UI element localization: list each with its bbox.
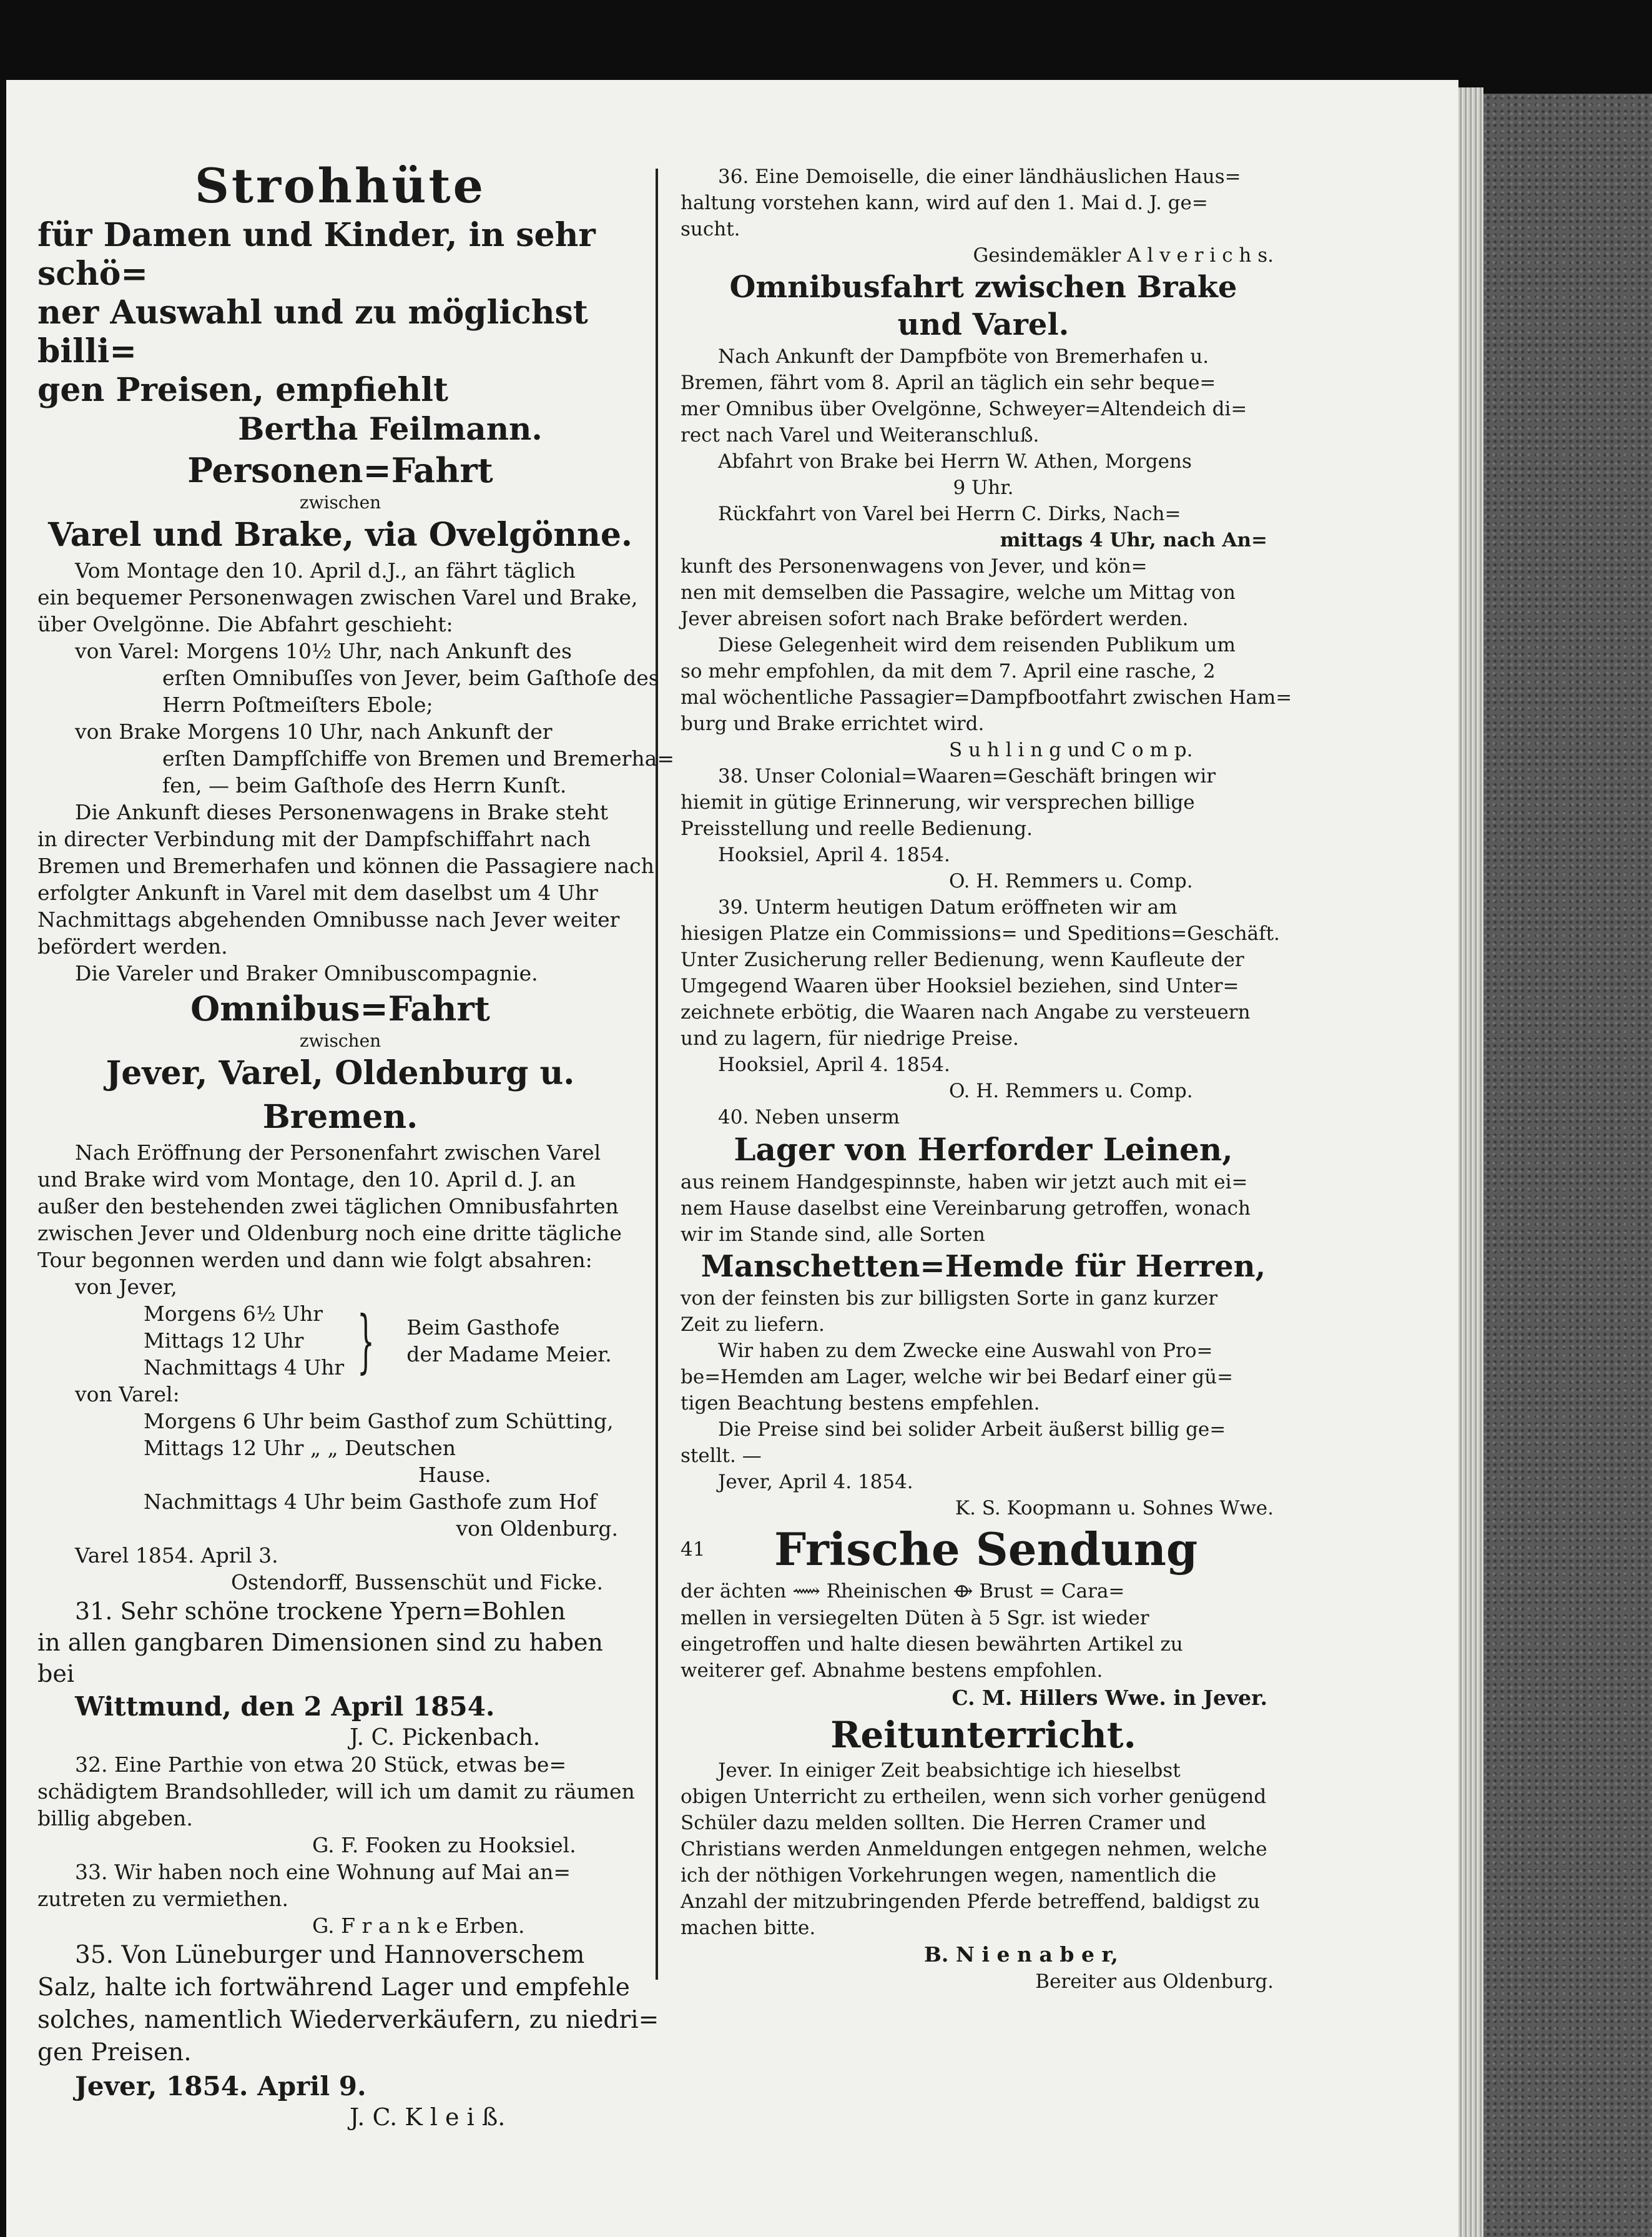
ad37-line-6: 9 Uhr. bbox=[953, 477, 1014, 499]
ad35-line-3: solches, namentlich Wiederverkäufern, zu niedri= bbox=[37, 2006, 659, 2034]
ad41-line-3: eingetroffen und halte diesen bewährten Artikel zu bbox=[681, 1633, 1183, 1656]
ad37-line-12: Diese Gelegenheit wird dem reisenden Publikum um bbox=[718, 634, 1236, 656]
ad40-line2-3: Wir haben zu dem Zwecke eine Auswahl von Pro= bbox=[718, 1340, 1213, 1362]
reit-line-1: Jever. In einiger Zeit beabsichtige ich hieselbst bbox=[718, 1759, 1181, 1782]
brace-icon: } bbox=[357, 1300, 375, 1381]
right-column bbox=[681, 164, 1292, 1995]
ad39-line-1: 39. Unterm heutigen Datum eröffneten wir am bbox=[718, 896, 1178, 919]
ad40-line2-1: von der feinsten bis zur billigsten Sorte in ganz kurzer bbox=[681, 1287, 1218, 1310]
omnibus-line-3: außer den bestehenden zwei täglichen Omnibusfahrten bbox=[37, 1194, 619, 1218]
varel-time-5: von Oldenburg. bbox=[456, 1516, 618, 1541]
ad32-line-3: billig abgeben. bbox=[37, 1806, 193, 1830]
ad37-line-2: Bremen, fährt vom 8. April an täglich ein sehr beque= bbox=[681, 372, 1216, 394]
ad33-line-2: zutreten zu vermiethen. bbox=[37, 1887, 288, 1911]
ad39-line-6: und zu lagern, für niedrige Preise. bbox=[681, 1027, 1019, 1050]
jever-place-1: Beim Gasthofe bbox=[406, 1315, 560, 1340]
ad38-signature: O. H. Remmers u. Comp. bbox=[949, 870, 1193, 892]
omnibus-line-4: zwischen Jever und Oldenburg noch eine dritte tägliche bbox=[37, 1221, 622, 1245]
jever-place-2: der Madame Meier. bbox=[406, 1341, 612, 1366]
ad36-line-2: haltung vorstehen kann, wird auf den 1. Mai d. J. ge= bbox=[681, 192, 1208, 214]
ad38-line-4: Hooksiel, April 4. 1854. bbox=[718, 844, 950, 866]
von-jever-label: von Jever, bbox=[75, 1275, 177, 1299]
ad38-line-2: hiemit in gütige Erinnerung, wir versprechen billige bbox=[681, 791, 1195, 814]
ad37-title-2: und Varel. bbox=[897, 307, 1069, 342]
personen-sched-6: fen, — beim Gaſthoſe des Herrn Kunſt. bbox=[162, 773, 567, 798]
book-cover-board bbox=[1483, 94, 1652, 2237]
varel-time-3: Hause. bbox=[418, 1463, 491, 1487]
ad37-line-4: rect nach Varel und Weiteranschluß. bbox=[681, 424, 1040, 447]
personen-line2-5: Nachmittags abgehenden Omnibusse nach Jever weiter bbox=[37, 907, 620, 932]
ad37-line-11: Jever abreisen sofort nach Brake befördert werden. bbox=[681, 608, 1189, 630]
ad41-title: Frische Sendung bbox=[774, 1523, 1198, 1576]
personen-line-1: Vom Montage den 10. April d.J., an fährt täglich bbox=[75, 558, 576, 583]
reit-signature-2: Bereiter aus Oldenburg. bbox=[1035, 1970, 1274, 1993]
ad37-line-15: burg und Brake errichtet wird. bbox=[681, 713, 985, 735]
personen-sched-3: Herrn Poſtmeiſters Ebole; bbox=[162, 693, 433, 717]
omnibus-route: Jever, Varel, Oldenburg u. Bremen. bbox=[106, 1054, 575, 1136]
reit-signature: B. N i e n a b e r, bbox=[924, 1942, 1118, 1967]
reit-line-2: obigen Unterricht zu ertheilen, wenn sich vorher genügend bbox=[681, 1785, 1267, 1808]
ad40-line2-2: Zeit zu liefern. bbox=[681, 1313, 825, 1336]
personen-signature: Die Vareler und Braker Omnibuscompagnie. bbox=[75, 961, 538, 985]
ad37-line-13: so mehr empfohlen, da mit dem 7. April eine rasche, 2 bbox=[681, 660, 1216, 683]
omnibus-line-2: und Brake wird vom Montage, den 10. April d. J. an bbox=[37, 1167, 576, 1192]
personen-line2-4: erfolgter Ankunft in Varel mit dem daselbst um 4 Uhr bbox=[37, 881, 598, 905]
varel-time-4: Nachmittags 4 Uhr beim Gasthofe zum Hof bbox=[144, 1489, 597, 1514]
ad31-line-2: in allen gangbaren Dimensionen sind zu haben bbox=[37, 1629, 603, 1656]
personen-line2-3: Bremen und Bremerhafen und können die Passagiere nach bbox=[37, 854, 654, 878]
ad37-line-9: kunft des Personenwagens von Jever, und kön= bbox=[681, 555, 1148, 578]
jever-time-1: Morgens 6½ Uhr bbox=[144, 1301, 323, 1326]
ad39-line-5: zeichnete erbötig, die Waaren nach Angabe zu versteuern bbox=[681, 1001, 1251, 1024]
ad39-line-3: Unter Zusicherung reller Bedienung, wenn Kaufleute der bbox=[681, 949, 1244, 971]
ad32-line-2: schädigtem Brandsohlleder, will ich um damit zu räumen bbox=[37, 1779, 635, 1804]
ad40-line-2: nem Hause daselbst eine Vereinbarung getroffen, wonach bbox=[681, 1197, 1251, 1220]
ad33-signature: G. F r a n k e Erben. bbox=[312, 1914, 525, 1938]
ad35-line-2: Salz, halte ich fortwährend Lager und empfehle bbox=[37, 1973, 630, 2002]
ad37-line-7: Rückfahrt von Varel bei Herrn C. Dirks, Nach= bbox=[718, 503, 1181, 525]
ad37-line-8: mittags 4 Uhr, nach An= bbox=[1000, 529, 1267, 551]
ad31-line-3: bei bbox=[37, 1660, 74, 1687]
ad35-date: Jever, 1854. April 9. bbox=[75, 2071, 366, 2101]
left-column bbox=[37, 156, 675, 2131]
ad37-title-1: Omnibusfahrt zwischen Brake bbox=[729, 270, 1237, 305]
omnibus-date: Varel 1854. April 3. bbox=[75, 1543, 278, 1568]
ad37-signature: S u h l i n g und C o m p. bbox=[949, 739, 1193, 761]
ad40-signature: K. S. Koopmann u. Sohnes Wwe. bbox=[955, 1497, 1274, 1519]
ad39-line-2: hiesigen Platze ein Commissions= und Speditions=Geschäft. bbox=[681, 922, 1280, 945]
ad40-line2-4: be=Hemden am Lager, welche wir bei Bedarf einer gü= bbox=[681, 1366, 1234, 1388]
ad40-line-1: aus reinem Handgespinnste, haben wir jetzt auch mit ei= bbox=[681, 1171, 1248, 1193]
jever-schedule bbox=[37, 1300, 643, 1381]
personen-sched-2: erſten Omnibuſſes von Jever, beim Gaſthoſe des bbox=[162, 666, 659, 690]
ad37-line-10: nen mit demselben die Passagire, welche um Mittag von bbox=[681, 581, 1236, 604]
personen-sched-1: von Varel: Morgens 10½ Uhr, nach Ankunft des bbox=[75, 639, 572, 663]
ad35-signature: J. C. K l e i ß. bbox=[350, 2103, 506, 2131]
omnibus-zwischen: zwischen bbox=[299, 1030, 381, 1051]
ad40-line2-6: Die Preise sind bei solider Arbeit äußerst billig ge= bbox=[718, 1418, 1226, 1441]
ad38-line-3: Preisstellung und reelle Bedienung. bbox=[681, 817, 1033, 840]
ad41-line-4: weiterer gef. Abnahme bestens empfohlen. bbox=[681, 1659, 1103, 1682]
ad40-line2-7: stellt. — bbox=[681, 1444, 762, 1467]
ad36-signature: Gesindemäkler A l v e r i c h s. bbox=[973, 244, 1274, 267]
ad39-line-7: Hooksiel, April 4. 1854. bbox=[718, 1054, 950, 1076]
personen-line-2: ein bequemer Personenwagen zwischen Varel und Brake, bbox=[37, 585, 638, 610]
reit-line-7: machen bitte. bbox=[681, 1917, 816, 1939]
ad37-line-14: mal wöchentliche Passagier=Dampfbootfahrt zwischen Ham= bbox=[681, 686, 1292, 709]
reit-title: Reitunterricht. bbox=[830, 1714, 1136, 1756]
reit-line-4: Christians werden Anmeldungen entgegen nehmen, welche bbox=[681, 1838, 1267, 1860]
personen-sched-4: von Brake Morgens 10 Uhr, nach Ankunft der bbox=[75, 719, 553, 744]
ad40-title: Lager von Herforder Leinen, bbox=[734, 1131, 1233, 1168]
strohhuete-title: Strohhüte bbox=[195, 158, 486, 214]
ad38-line-1: 38. Unser Colonial=Waaren=Geschäft bringen wir bbox=[718, 765, 1216, 788]
ad37-line-3: mer Omnibus über Ovelgönne, Schweyer=Altendeich di= bbox=[681, 398, 1247, 420]
reit-line-5: ich der nöthigen Vorkehrungen wegen, namentlich die bbox=[681, 1864, 1217, 1887]
strohhuete-line-1: für Damen und Kinder, in sehr schö= bbox=[37, 216, 596, 293]
omnibus-line-5: Tour begonnen werden und dann wie folgt absahren: bbox=[37, 1248, 592, 1272]
ad31-date: Wittmund, den 2 April 1854. bbox=[75, 1691, 495, 1722]
personen-title: Personen=Fahrt bbox=[187, 450, 493, 490]
ad35-line-4: gen Preisen. bbox=[37, 2038, 192, 2067]
ad31-line-1: 31. Sehr schöne trockene Ypern=Bohlen bbox=[75, 1598, 566, 1625]
ad41-number: 41 bbox=[681, 1538, 706, 1561]
ad40-line2-5: tigen Beachtung bestens empfehlen. bbox=[681, 1392, 1040, 1415]
ad37-line-1: Nach Ankunft der Dampfböte von Bremerhafen u. bbox=[718, 345, 1209, 368]
ad41-line-2: mellen in versiegelten Düten à 5 Sgr. ist wieder bbox=[681, 1607, 1149, 1629]
strohhuete-signature: Bertha Feilmann. bbox=[238, 410, 543, 447]
ad31-signature: J. C. Pickenbach. bbox=[350, 1725, 541, 1751]
ad35-line-1: 35. Von Lüneburger und Hannoverschem bbox=[75, 1941, 585, 1969]
ad33-line-1: 33. Wir haben noch eine Wohnung auf Mai an= bbox=[75, 1860, 571, 1884]
ad40-title-2: Manschetten=Hemde für Herren, bbox=[701, 1249, 1266, 1284]
strohhuete-line-2: ner Auswahl und zu möglichst billi= bbox=[37, 294, 588, 370]
ad41-line-1: der ächten ⟿ Rheinischen ⟴ Brust = Cara= bbox=[681, 1580, 1125, 1602]
ad40-intro: 40. Neben unserm bbox=[718, 1106, 900, 1128]
strohhuete-line-3: gen Preisen, empfiehlt bbox=[37, 371, 448, 409]
column-divider bbox=[656, 169, 658, 1980]
ad40-line2-8: Jever, April 4. 1854. bbox=[718, 1471, 913, 1493]
personen-line2-6: befördert werden. bbox=[37, 934, 228, 959]
reit-line-6: Anzahl der mitzubringenden Pferde betreffend, baldigst zu bbox=[681, 1890, 1261, 1913]
ad39-signature: O. H. Remmers u. Comp. bbox=[949, 1080, 1193, 1102]
personen-line-3: über Ovelgönne. Die Abfahrt geschieht: bbox=[37, 612, 453, 636]
jever-time-3: Nachmittags 4 Uhr bbox=[144, 1355, 345, 1380]
ad41-signature: C. M. Hillers Wwe. in Jever. bbox=[951, 1686, 1267, 1710]
ad39-line-4: Umgegend Waaren über Hooksiel beziehen, sind Unter= bbox=[681, 975, 1239, 997]
ad40-line-3: wir im Stande sind, alle Sorten bbox=[681, 1223, 985, 1246]
von-varel-label: von Varel: bbox=[75, 1382, 180, 1406]
personen-line2-1: Die Ankunft dieses Personenwagens in Brake steht bbox=[75, 800, 609, 824]
personen-zwischen: zwischen bbox=[299, 492, 381, 513]
omnibus-line-1: Nach Eröffnung der Personenfahrt zwischen Varel bbox=[75, 1140, 601, 1165]
ad36-line-1: 36. Eine Demoiselle, die einer ländhäuslichen Haus= bbox=[718, 165, 1241, 188]
ad32-signature: G. F. Fooken zu Hooksiel. bbox=[312, 1833, 576, 1857]
ad32-line-1: 32. Eine Parthie von etwa 20 Stück, etwas be= bbox=[75, 1752, 567, 1777]
omnibus-title: Omnibus=Fahrt bbox=[190, 989, 490, 1029]
personen-sched-5: erſten Dampfſchiffe von Bremen und Bremerha= bbox=[162, 746, 675, 771]
omnibus-signature: Ostendorff, Bussenschüt und Ficke. bbox=[231, 1570, 603, 1594]
reit-line-3: Schüler dazu melden sollten. Die Herren Cramer und bbox=[681, 1812, 1206, 1834]
jever-time-2: Mittags 12 Uhr bbox=[144, 1328, 304, 1353]
varel-time-1: Morgens 6 Uhr beim Gasthof zum Schütting, bbox=[144, 1409, 614, 1433]
ad41-header bbox=[681, 1521, 1286, 1578]
page-edges bbox=[1458, 87, 1483, 2237]
varel-time-2: Mittags 12 Uhr „ „ Deutschen bbox=[144, 1436, 456, 1460]
ad36-line-3: sucht. bbox=[681, 218, 740, 240]
personen-route: Varel und Brake, via Ovelgönne. bbox=[48, 516, 632, 554]
ad37-line-5: Abfahrt von Brake bei Herrn W. Athen, Morgens bbox=[718, 450, 1192, 473]
personen-line2-2: in directer Verbindung mit der Dampfschiffahrt nach bbox=[37, 827, 591, 851]
